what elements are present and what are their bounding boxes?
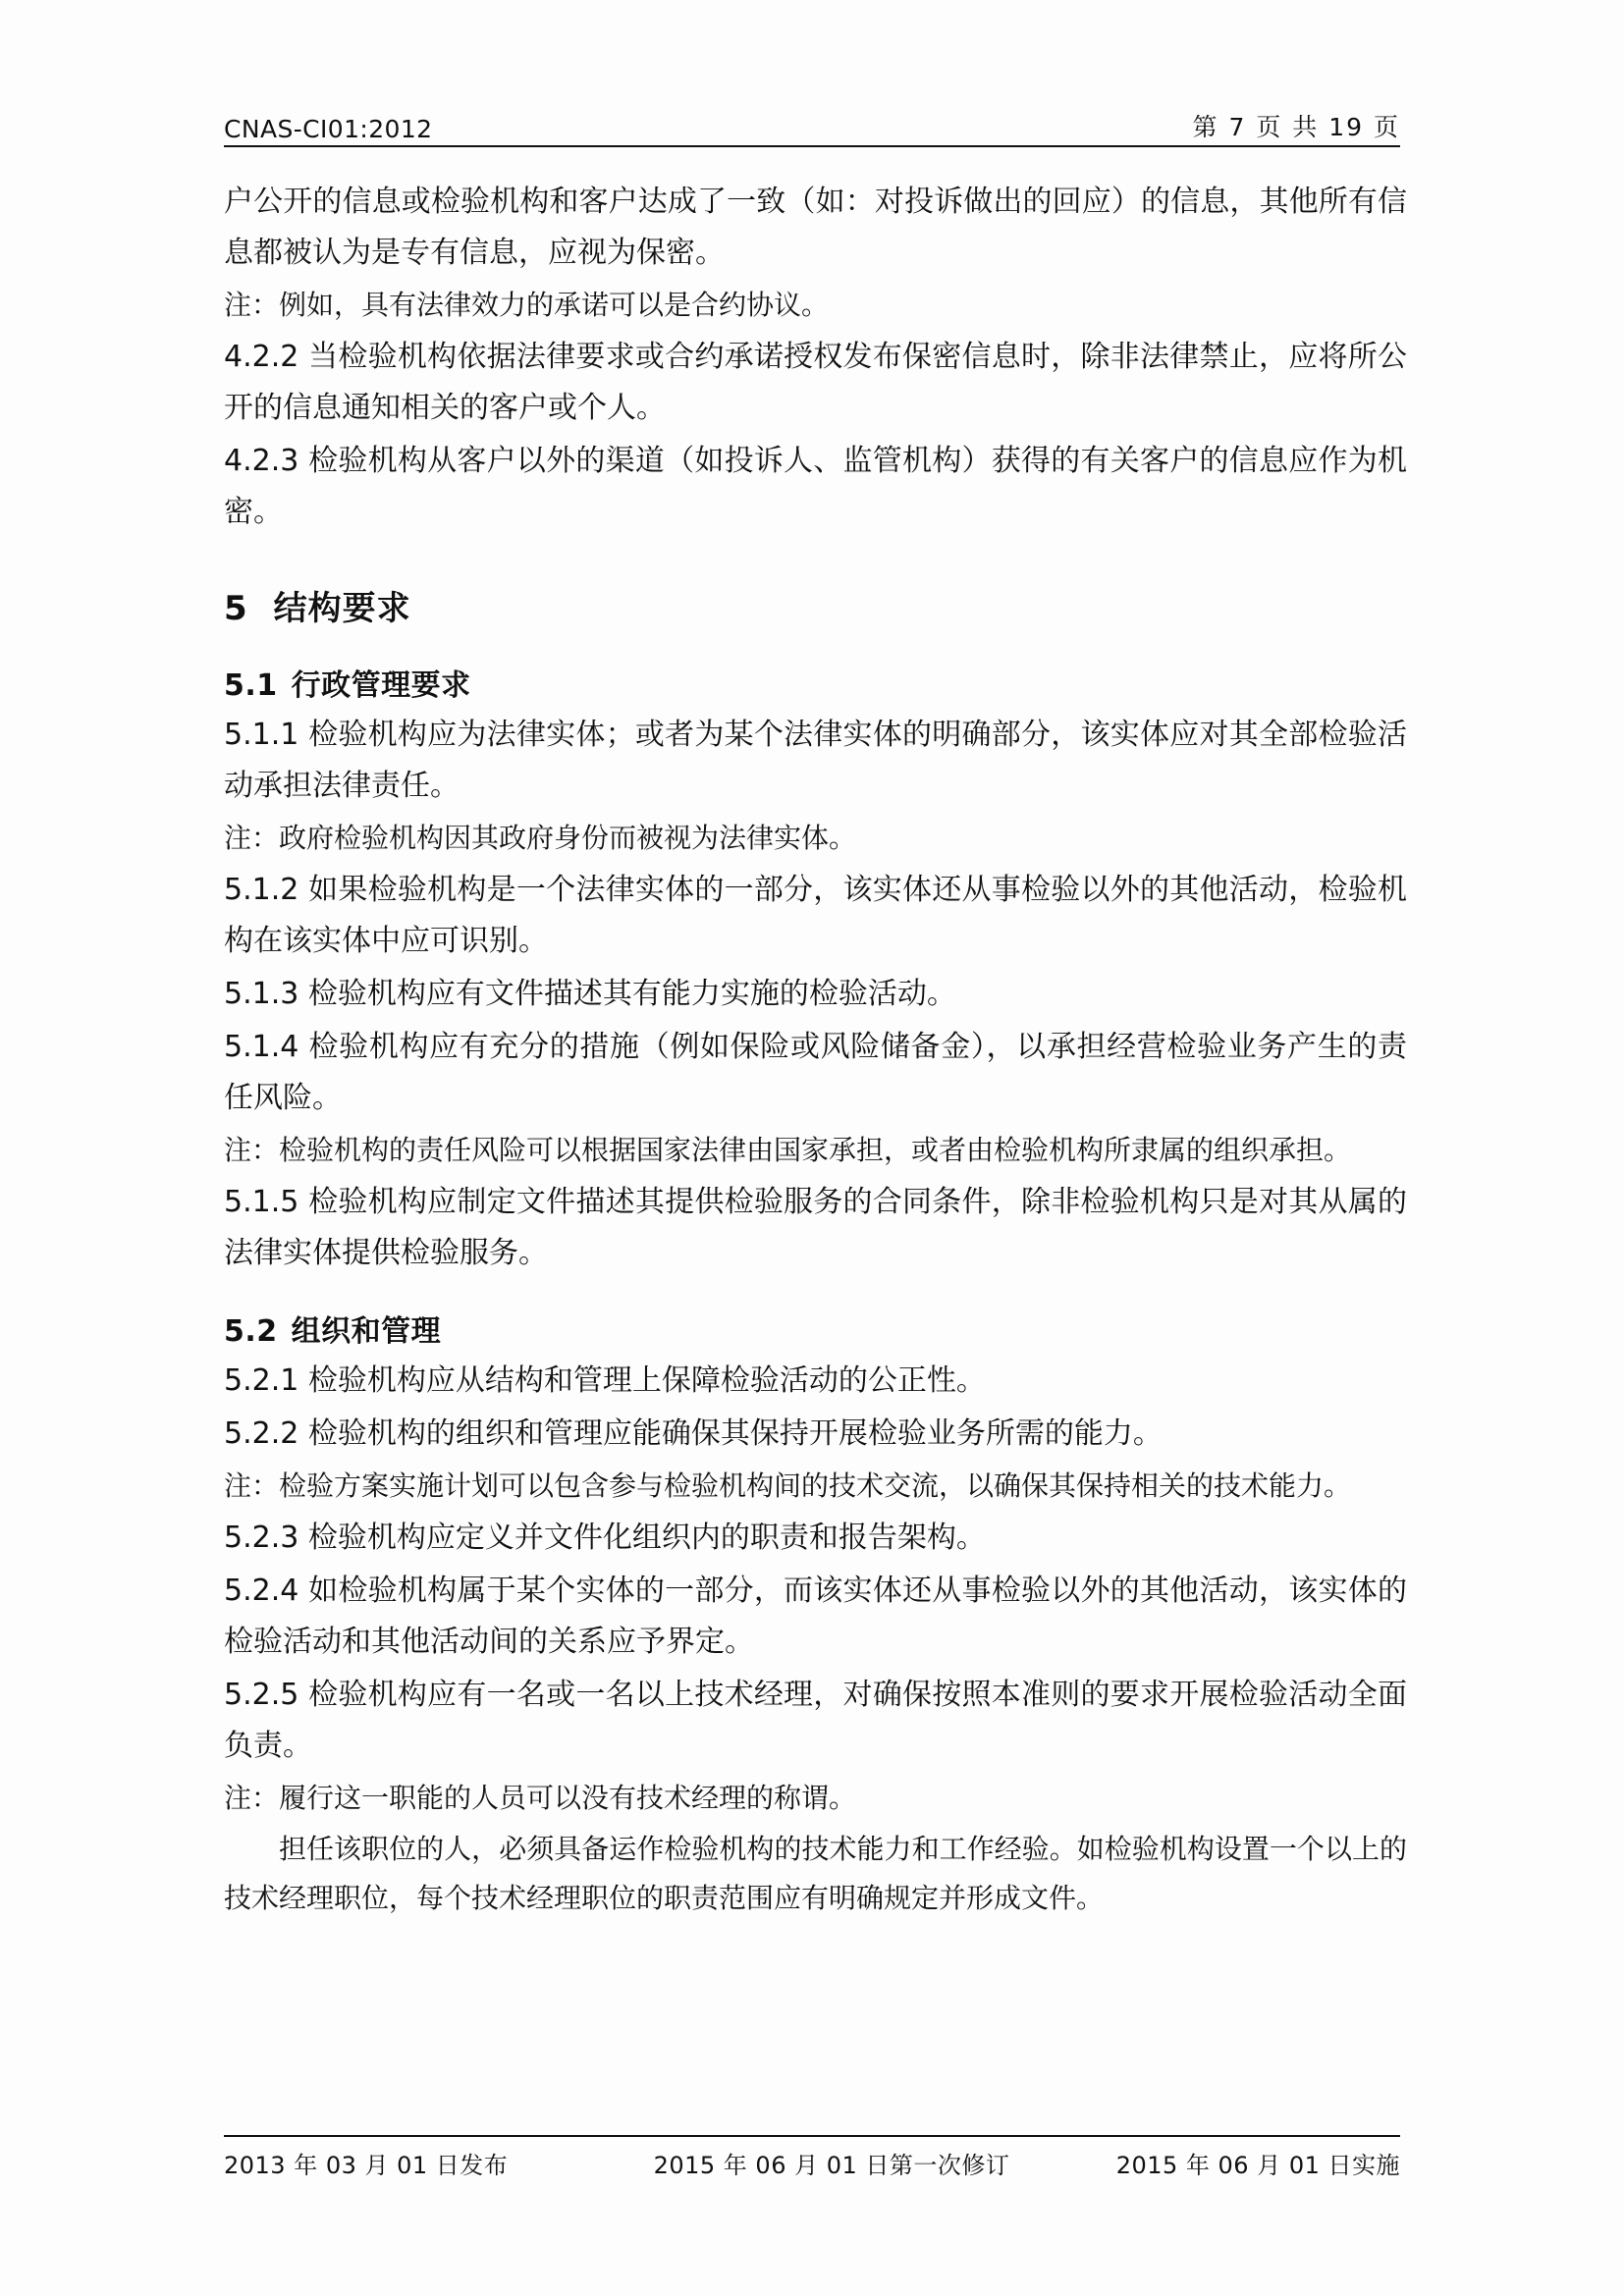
header-divider xyxy=(224,145,1400,147)
clause-5-2-4: 5.2.4 如检验机构属于某个实体的一部分，而该实体还从事检验以外的其他活动，该实体的检验活动和其他活动间的关系应予界定。 xyxy=(224,1574,1407,1659)
heading-section-5 xyxy=(224,581,1407,629)
footer-effective-date: 2015 年 06 月 01 日实施 xyxy=(1115,2152,1400,2179)
heading-section-5-1-text: 行政管理要求 xyxy=(291,668,471,703)
footer-issue-date: 2013 年 03 月 01 日发布 xyxy=(224,2152,509,2179)
page-footer xyxy=(224,2146,1400,2180)
note-5-1-4: 注：检验机构的责任风险可以根据国家法律由国家承担，或者由检验机构所隶属的组织承担。 xyxy=(224,1134,1352,1166)
heading-section-5-text: 结构要求 xyxy=(273,589,411,628)
page-header xyxy=(224,108,1400,143)
heading-section-5-number: 5 xyxy=(224,589,248,628)
clause-5-2-3: 5.2.3 检验机构应定义并文件化组织内的职责和报告架构。 xyxy=(224,1521,986,1555)
footer-revision-date: 2015 年 06 月 01 日第一次修订 xyxy=(653,2152,1010,2179)
heading-section-5-2-number: 5.2 xyxy=(224,1314,278,1349)
note-confidentiality: 注：例如，具有法律效力的承诺可以是合约协议。 xyxy=(224,289,830,321)
heading-section-5-1-number: 5.1 xyxy=(224,668,278,703)
note-5-2-2: 注：检验方案实施计划可以包含参与检验机构间的技术交流，以确保其保持相关的技术能力。 xyxy=(224,1469,1352,1502)
header-page-number: 第 7 页 共 19 页 xyxy=(1192,113,1400,141)
clause-5-2-2: 5.2.2 检验机构的组织和管理应能确保其保持开展检验业务所需的能力。 xyxy=(224,1416,1163,1451)
clause-4-2-3: 4.2.3 检验机构从客户以外的渠道（如投诉人、监管机构）获得的有关客户的信息应作为机密。 xyxy=(224,444,1407,529)
header-document-code: CNAS-CI01:2012 xyxy=(224,115,433,143)
clause-5-1-5: 5.1.5 检验机构应制定文件描述其提供检验服务的合同条件，除非检验机构只是对其从属的法律实体提供检验服务。 xyxy=(224,1185,1407,1270)
note-5-2-5: 注：履行这一职能的人员可以没有技术经理的称谓。 xyxy=(224,1782,857,1814)
clause-5-1-4: 5.1.4 检验机构应有充分的措施（例如保险或风险储备金），以承担经营检验业务产生的责任风险。 xyxy=(224,1030,1407,1115)
clause-5-1-3: 5.1.3 检验机构应有文件描述其有能力实施的检验活动。 xyxy=(224,977,956,1011)
footer-divider xyxy=(224,2135,1400,2137)
note-5-1-1: 注：政府检验机构因其政府身份而被视为法律实体。 xyxy=(224,822,857,854)
clause-5-1-1: 5.1.1 检验机构应为法律实体；或者为某个法律实体的明确部分，该实体应对其全部检验活动承担法律责任。 xyxy=(224,718,1407,803)
clause-5-2-1: 5.2.1 检验机构应从结构和管理上保障检验活动的公正性。 xyxy=(224,1363,986,1398)
clause-5-1-2: 5.1.2 如果检验机构是一个法律实体的一部分，该实体还从事检验以外的其他活动，检验机构在该实体中应可识别。 xyxy=(224,873,1407,958)
paragraph-continued: 户公开的信息或检验机构和客户达成了一致（如：对投诉做出的回应）的信息，其他所有信息都被认为是专有信息，应视为保密。 xyxy=(224,185,1407,270)
note-5-2-5-continued: 担任该职位的人，必须具备运作检验机构的技术能力和工作经验。如检验机构设置一个以上的技术经理职位，每个技术经理职位的职责范围应有明确规定并形成文件。 xyxy=(224,1833,1407,1914)
heading-section-5-2 xyxy=(224,1307,1407,1350)
clause-4-2-2: 4.2.2 当检验机构依据法律要求或合约承诺授权发布保密信息时，除非法律禁止，应将所公开的信息通知相关的客户或个人。 xyxy=(224,340,1407,425)
document-body xyxy=(224,177,1407,1925)
clause-5-2-5: 5.2.5 检验机构应有一名或一名以上技术经理，对确保按照本准则的要求开展检验活动全面负责。 xyxy=(224,1678,1407,1763)
heading-section-5-2-text: 组织和管理 xyxy=(291,1314,442,1349)
heading-section-5-1 xyxy=(224,661,1407,704)
